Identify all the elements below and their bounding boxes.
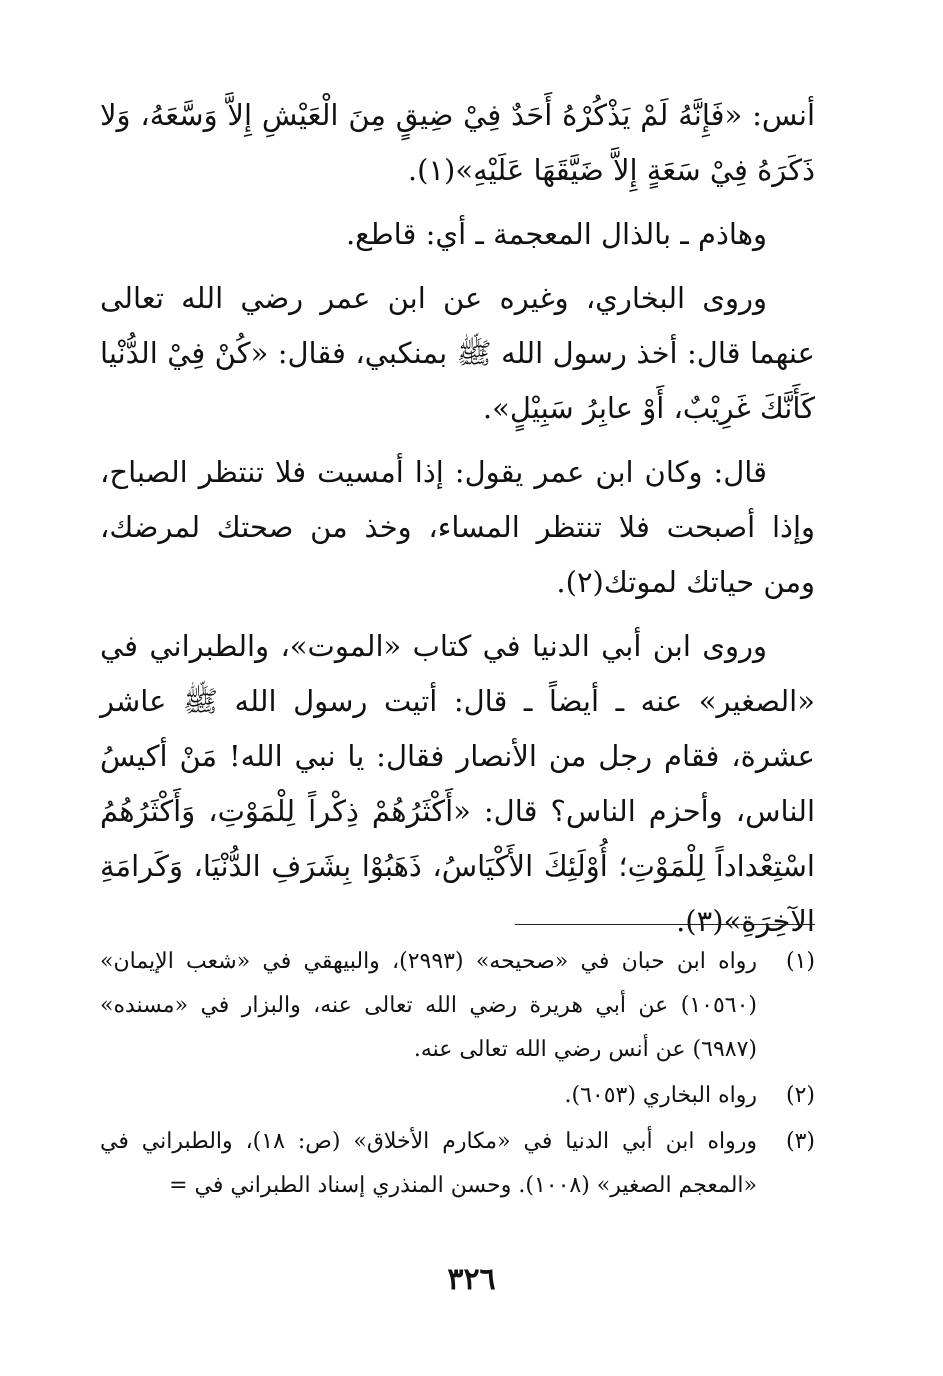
paragraph-4: قال: وكان ابن عمر يقول: إذا أمسيت فلا تنتظر الصباح، وإذا أصبحت فلا تنتظر المساء، وخذ من صحتك لمرضك، ومن حياتك لموتك(٢). (100, 455, 815, 599)
footnote-3 (100, 1120, 815, 1208)
paragraph-3: وروى البخاري، وغيره عن ابن عمر رضي الله تعالى عنهما قال: أخذ رسول الله ﷺ بمنكبي، فقال: «كُنْ فِيْ الدُّنْيا كَأَنَّكَ غَرِيْبٌ، أَوْ عابِرُ سَبِيْلٍ». (100, 281, 815, 425)
footnote-number: (٣) (785, 1129, 815, 1154)
footnote-text: رواه ابن حبان في «صحيحه» (٢٩٩٣)، والبيهقي في «شعب الإيمان» (١٠٥٦٠) عن أبي هريرة رضي الله تعالى عنه، والبزار في «مسنده» (٦٩٨٧) عن أنس رضي الله تعالى عنه. (100, 949, 758, 1062)
main-text (100, 88, 815, 949)
footnote-number: (١) (785, 949, 815, 974)
footnote-divider (515, 924, 815, 925)
footnotes (100, 940, 815, 1210)
footnote-text: ورواه ابن أبي الدنيا في «مكارم الأخلاق» (ص: ١٨)، والطبراني في «المعجم الصغير» (١٠٠٨). وحسن المنذري إسناد الطبراني في = (100, 1129, 757, 1198)
footnote-1 (100, 940, 815, 1072)
paragraph-1: أنس: «فَإِنَّهُ لَمْ يَذْكُرْهُ أَحَدٌ فِيْ ضِيقٍ مِنَ الْعَيْشِ إِلاَّ وَسَّعَهُ، وَلا ذَكَرَهُ فِيْ سَعَةٍ إِلاَّ ضَيَّقَهَا عَلَيْهِ»(١). (100, 98, 815, 187)
page-number: ٣٢٦ (447, 1262, 496, 1297)
footnote-number: (٢) (785, 1083, 815, 1108)
paragraph-2: وهاذم ـ بالذال المعجمة ـ أي: قاطع. (345, 217, 767, 251)
footnote-2 (100, 1074, 815, 1118)
footnote-text: رواه البخاري (٦٠٥٣). (564, 1083, 757, 1108)
paragraph-5: وروى ابن أبي الدنيا في كتاب «الموت»، والطبراني في «الصغير» عنه ـ أيضاً ـ قال: أتيت رسول الله ﷺ عاشر عشرة، فقام رجل من الأنصار فقال: يا نبي الله! مَنْ أكيسُ الناس، وأحزم الناس؟ قال: «أَكْثَرُهُمْ ذِكْراً لِلْمَوْتِ، وَأَكْثَرُهُمُ اسْتِعْداداً لِلْمَوْتِ؛ أُوْلَئِكَ الأَكْيَاسُ، ذَهَبُوْا بِشَرَفِ الدُّنْيَا، وَكَرامَةِ الآخِرَةِ»(٣). (100, 629, 815, 938)
